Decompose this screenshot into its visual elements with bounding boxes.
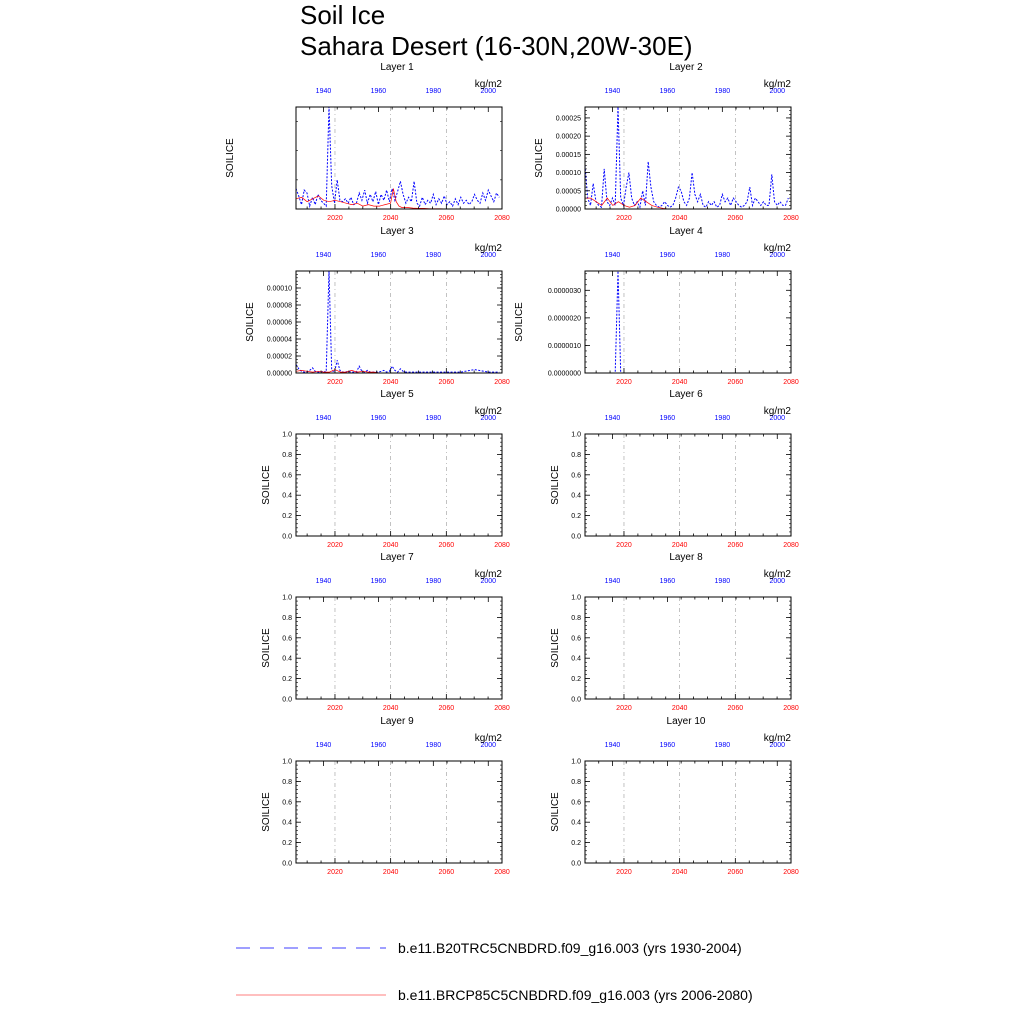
plot-frame bbox=[585, 761, 791, 863]
figure-title-line1: Soil Ice bbox=[300, 0, 386, 30]
x-top-tick-label: 1960 bbox=[370, 252, 387, 259]
figure-title-line2: Sahara Desert (16-30N,20W-30E) bbox=[300, 31, 693, 61]
y-tick-label: 0.0 bbox=[282, 533, 292, 541]
plot-frame bbox=[585, 107, 791, 209]
layer-panel bbox=[245, 226, 510, 386]
x-top-tick-label: 2000 bbox=[769, 88, 786, 95]
y-axis-label: SOILICE bbox=[550, 792, 561, 832]
y-tick-label: 0.4 bbox=[282, 492, 292, 500]
units-label: kg/m2 bbox=[763, 79, 791, 90]
historical-series-line bbox=[296, 271, 499, 372]
y-tick-label: 0.00000 bbox=[555, 206, 581, 214]
y-axis-label: SOILICE bbox=[261, 465, 272, 505]
y-axis-label: SOILICE bbox=[245, 302, 256, 342]
x-top-tick-label: 1980 bbox=[425, 252, 442, 259]
x-bottom-tick-label: 2020 bbox=[327, 542, 343, 549]
x-top-tick-label: 2000 bbox=[480, 578, 497, 585]
x-top-tick-label: 1980 bbox=[425, 578, 442, 585]
future-series-line bbox=[296, 370, 502, 373]
layer-panel bbox=[225, 62, 510, 222]
x-bottom-tick-label: 2080 bbox=[494, 215, 510, 222]
y-tick-label: 0.4 bbox=[282, 655, 292, 663]
x-bottom-tick-label: 2060 bbox=[727, 542, 744, 549]
plot-frame bbox=[296, 597, 502, 699]
x-top-tick-label: 1940 bbox=[604, 88, 621, 95]
panel-title: Layer 5 bbox=[380, 389, 414, 400]
y-tick-label: 0.00002 bbox=[266, 353, 292, 361]
y-tick-label: 0.4 bbox=[571, 819, 581, 827]
y-tick-label: 0.0 bbox=[282, 860, 292, 868]
x-bottom-tick-label: 2020 bbox=[616, 869, 632, 876]
x-bottom-tick-label: 2080 bbox=[494, 379, 510, 386]
x-top-tick-label: 1960 bbox=[659, 578, 676, 585]
y-tick-label: 1.0 bbox=[571, 758, 581, 766]
x-bottom-tick-label: 2060 bbox=[438, 869, 455, 876]
panel-title: Layer 8 bbox=[669, 552, 703, 563]
x-bottom-tick-label: 2080 bbox=[494, 542, 510, 549]
x-bottom-tick-label: 2080 bbox=[783, 379, 799, 386]
x-top-tick-label: 2000 bbox=[480, 252, 497, 259]
x-bottom-tick-label: 2060 bbox=[727, 379, 744, 386]
panel-title: Layer 2 bbox=[669, 62, 703, 73]
y-axis-label: SOILICE bbox=[261, 628, 272, 668]
y-tick-label: 0.00005 bbox=[555, 188, 581, 196]
plot-frame bbox=[296, 434, 502, 536]
panel-grid bbox=[225, 62, 799, 876]
y-tick-label: 0.00025 bbox=[555, 115, 581, 123]
panel-title: Layer 10 bbox=[666, 716, 706, 727]
x-bottom-tick-label: 2040 bbox=[671, 869, 688, 876]
historical-series-line bbox=[585, 271, 788, 373]
x-bottom-tick-label: 2020 bbox=[616, 215, 632, 222]
y-tick-label: 0.00010 bbox=[555, 170, 581, 178]
y-tick-label: 0.0 bbox=[571, 860, 581, 868]
y-tick-label: 0.2 bbox=[282, 676, 292, 684]
x-top-tick-label: 1940 bbox=[315, 578, 332, 585]
y-tick-label: 0.8 bbox=[282, 778, 292, 786]
plot-frame bbox=[296, 107, 502, 209]
x-bottom-tick-label: 2080 bbox=[494, 869, 510, 876]
x-bottom-tick-label: 2080 bbox=[783, 215, 799, 222]
y-tick-label: 0.00006 bbox=[266, 319, 292, 327]
units-label: kg/m2 bbox=[763, 243, 791, 254]
units-label: kg/m2 bbox=[474, 406, 502, 417]
x-top-tick-label: 1960 bbox=[370, 742, 387, 749]
x-top-tick-label: 1980 bbox=[714, 415, 731, 422]
y-tick-label: 0.00008 bbox=[266, 302, 292, 310]
x-bottom-tick-label: 2040 bbox=[382, 869, 399, 876]
x-bottom-tick-label: 2060 bbox=[727, 215, 744, 222]
x-bottom-tick-label: 2080 bbox=[494, 705, 510, 712]
layer-panel bbox=[550, 552, 799, 712]
y-tick-label: 0.00020 bbox=[555, 133, 581, 141]
plot-frame bbox=[296, 271, 502, 373]
x-bottom-tick-label: 2040 bbox=[382, 542, 399, 549]
y-tick-label: 0.0 bbox=[571, 696, 581, 704]
y-tick-label: 0.2 bbox=[571, 513, 581, 521]
future-series-line bbox=[585, 198, 791, 209]
y-tick-label: 0.00004 bbox=[266, 336, 292, 344]
units-label: kg/m2 bbox=[763, 569, 791, 580]
x-top-tick-label: 2000 bbox=[769, 742, 786, 749]
historical-series-line bbox=[585, 107, 788, 207]
y-tick-label: 0.0000000 bbox=[547, 370, 581, 378]
y-tick-label: 0.8 bbox=[282, 451, 292, 459]
units-label: kg/m2 bbox=[763, 406, 791, 417]
units-label: kg/m2 bbox=[474, 733, 502, 744]
x-top-tick-label: 2000 bbox=[769, 252, 786, 259]
legend-future-label: b.e11.BRCP85C5CNBDRD.f09_g16.003 (yrs 2006-2080) bbox=[398, 987, 753, 1003]
x-top-tick-label: 1940 bbox=[604, 578, 621, 585]
layer-panel bbox=[534, 62, 799, 222]
panel-title: Layer 3 bbox=[380, 226, 414, 237]
layer-panel bbox=[261, 389, 510, 549]
plot-frame bbox=[585, 597, 791, 699]
y-axis-label: SOILICE bbox=[534, 138, 545, 178]
y-tick-label: 0.2 bbox=[571, 676, 581, 684]
x-bottom-tick-label: 2020 bbox=[327, 215, 343, 222]
x-bottom-tick-label: 2060 bbox=[438, 379, 455, 386]
x-bottom-tick-label: 2040 bbox=[382, 215, 399, 222]
panel-title: Layer 4 bbox=[669, 226, 703, 237]
x-top-tick-label: 1960 bbox=[659, 252, 676, 259]
units-label: kg/m2 bbox=[474, 79, 502, 90]
y-tick-label: 1.0 bbox=[282, 431, 292, 439]
x-bottom-tick-label: 2020 bbox=[327, 869, 343, 876]
units-label: kg/m2 bbox=[763, 733, 791, 744]
x-top-tick-label: 2000 bbox=[769, 415, 786, 422]
x-top-tick-label: 2000 bbox=[769, 578, 786, 585]
y-tick-label: 0.6 bbox=[571, 472, 581, 480]
y-axis-label: SOILICE bbox=[225, 138, 236, 178]
panel-title: Layer 1 bbox=[380, 62, 414, 73]
x-bottom-tick-label: 2020 bbox=[616, 705, 632, 712]
y-axis-label: SOILICE bbox=[550, 628, 561, 668]
historical-series-line bbox=[296, 107, 499, 206]
x-bottom-tick-label: 2060 bbox=[727, 869, 744, 876]
layer-panel bbox=[261, 552, 510, 712]
x-top-tick-label: 1940 bbox=[315, 742, 332, 749]
x-bottom-tick-label: 2040 bbox=[671, 379, 688, 386]
x-top-tick-label: 2000 bbox=[480, 742, 497, 749]
x-bottom-tick-label: 2060 bbox=[438, 542, 455, 549]
x-top-tick-label: 1940 bbox=[604, 252, 621, 259]
legend bbox=[236, 940, 753, 1003]
units-label: kg/m2 bbox=[474, 569, 502, 580]
y-tick-label: 0.8 bbox=[571, 451, 581, 459]
x-bottom-tick-label: 2040 bbox=[382, 705, 399, 712]
x-top-tick-label: 1960 bbox=[370, 415, 387, 422]
x-bottom-tick-label: 2060 bbox=[438, 215, 455, 222]
y-tick-label: 0.6 bbox=[282, 635, 292, 643]
y-tick-label: 0.0000020 bbox=[547, 315, 581, 323]
layer-panel bbox=[550, 389, 799, 549]
x-bottom-tick-label: 2060 bbox=[727, 705, 744, 712]
x-bottom-tick-label: 2040 bbox=[382, 379, 399, 386]
y-tick-label: 1.0 bbox=[282, 758, 292, 766]
panel-title: Layer 6 bbox=[669, 389, 703, 400]
y-axis-label: SOILICE bbox=[514, 302, 525, 342]
x-top-tick-label: 1980 bbox=[425, 742, 442, 749]
y-tick-label: 0.0 bbox=[571, 533, 581, 541]
x-top-tick-label: 1980 bbox=[714, 742, 731, 749]
y-tick-label: 0.0000010 bbox=[547, 342, 581, 350]
y-tick-label: 0.00015 bbox=[555, 151, 581, 159]
x-top-tick-label: 2000 bbox=[480, 415, 497, 422]
y-tick-label: 0.00010 bbox=[266, 285, 292, 293]
x-top-tick-label: 1940 bbox=[604, 742, 621, 749]
y-tick-label: 0.2 bbox=[282, 513, 292, 521]
x-bottom-tick-label: 2080 bbox=[783, 705, 799, 712]
y-tick-label: 0.0 bbox=[282, 696, 292, 704]
x-bottom-tick-label: 2080 bbox=[783, 542, 799, 549]
x-top-tick-label: 1940 bbox=[315, 88, 332, 95]
x-bottom-tick-label: 2080 bbox=[783, 869, 799, 876]
units-label: kg/m2 bbox=[474, 243, 502, 254]
layer-panel bbox=[261, 716, 510, 876]
x-bottom-tick-label: 2040 bbox=[671, 542, 688, 549]
y-tick-label: 0.6 bbox=[571, 799, 581, 807]
x-bottom-tick-label: 2020 bbox=[616, 379, 632, 386]
x-top-tick-label: 2000 bbox=[480, 88, 497, 95]
y-tick-label: 0.00000 bbox=[266, 370, 292, 378]
x-top-tick-label: 1980 bbox=[714, 88, 731, 95]
x-top-tick-label: 1960 bbox=[659, 742, 676, 749]
y-tick-label: 0.4 bbox=[571, 655, 581, 663]
x-bottom-tick-label: 2040 bbox=[671, 215, 688, 222]
panel-title: Layer 9 bbox=[380, 716, 414, 727]
x-top-tick-label: 1960 bbox=[370, 578, 387, 585]
panel-title: Layer 7 bbox=[380, 552, 414, 563]
x-bottom-tick-label: 2020 bbox=[616, 542, 632, 549]
x-top-tick-label: 1940 bbox=[315, 252, 332, 259]
y-tick-label: 0.2 bbox=[571, 840, 581, 848]
y-tick-label: 0.8 bbox=[571, 614, 581, 622]
y-tick-label: 0.6 bbox=[282, 799, 292, 807]
y-tick-label: 1.0 bbox=[571, 431, 581, 439]
x-top-tick-label: 1980 bbox=[714, 252, 731, 259]
y-tick-label: 1.0 bbox=[571, 594, 581, 602]
x-top-tick-label: 1980 bbox=[425, 415, 442, 422]
layer-panel bbox=[514, 226, 799, 386]
x-top-tick-label: 1940 bbox=[604, 415, 621, 422]
x-top-tick-label: 1980 bbox=[425, 88, 442, 95]
legend-historical-label: b.e11.B20TRC5CNBDRD.f09_g16.003 (yrs 1930-2004) bbox=[398, 940, 742, 956]
y-tick-label: 0.0000030 bbox=[547, 287, 581, 295]
x-top-tick-label: 1960 bbox=[659, 88, 676, 95]
plot-frame bbox=[585, 434, 791, 536]
x-bottom-tick-label: 2020 bbox=[327, 705, 343, 712]
y-tick-label: 0.8 bbox=[282, 614, 292, 622]
layer-panel bbox=[550, 716, 799, 876]
y-tick-label: 0.2 bbox=[282, 840, 292, 848]
y-tick-label: 1.0 bbox=[282, 594, 292, 602]
x-top-tick-label: 1960 bbox=[370, 88, 387, 95]
y-tick-label: 0.6 bbox=[571, 635, 581, 643]
y-tick-label: 0.4 bbox=[282, 819, 292, 827]
x-top-tick-label: 1960 bbox=[659, 415, 676, 422]
y-axis-label: SOILICE bbox=[550, 465, 561, 505]
y-axis-label: SOILICE bbox=[261, 792, 272, 832]
y-tick-label: 0.4 bbox=[571, 492, 581, 500]
x-bottom-tick-label: 2040 bbox=[671, 705, 688, 712]
x-bottom-tick-label: 2060 bbox=[438, 705, 455, 712]
x-top-tick-label: 1980 bbox=[714, 578, 731, 585]
x-bottom-tick-label: 2020 bbox=[327, 379, 343, 386]
x-top-tick-label: 1940 bbox=[315, 415, 332, 422]
plot-frame bbox=[296, 761, 502, 863]
y-tick-label: 0.6 bbox=[282, 472, 292, 480]
y-tick-label: 0.8 bbox=[571, 778, 581, 786]
